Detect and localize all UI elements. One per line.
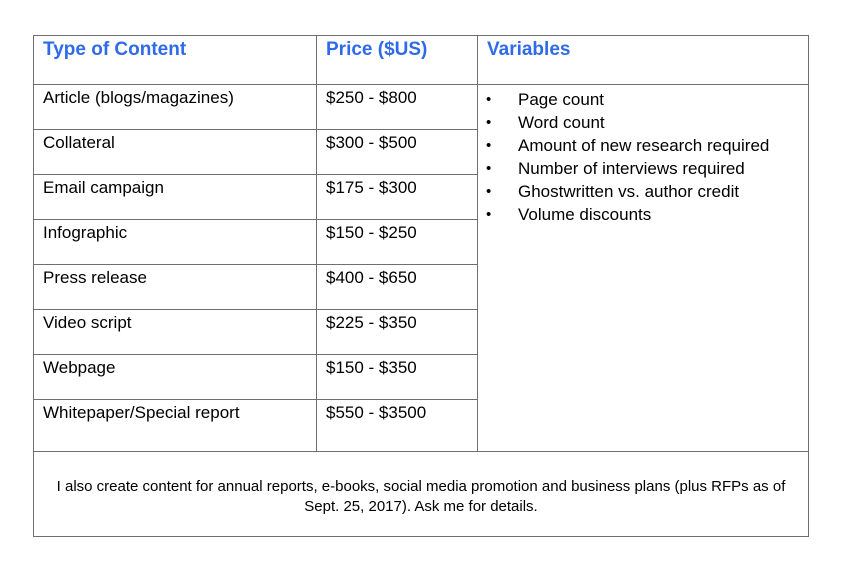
table-row	[34, 310, 478, 355]
bullet-icon: •	[486, 114, 492, 131]
variable-label: Ghostwritten vs. author credit	[518, 182, 740, 201]
footer-note: I also create content for annual reports, e-books, social media promotion and business plans (plus RFPs as of Sept. 25, 2017). Ask me for details.	[34, 451, 808, 536]
table-row	[34, 175, 478, 220]
list-item	[478, 134, 818, 157]
header-variables: Variables	[487, 39, 571, 60]
table-header-row	[34, 36, 808, 85]
variable-label: Page count	[518, 90, 605, 109]
list-item	[478, 180, 818, 203]
table-row	[34, 400, 478, 451]
table-row	[34, 265, 478, 310]
content-type-cell: Whitepaper/Special report	[34, 400, 317, 451]
table-row	[34, 130, 478, 175]
price-cell: $300 - $500	[317, 130, 478, 174]
bullet-icon: •	[486, 137, 492, 154]
price-cell: $550 - $3500	[317, 400, 478, 451]
price-cell: $225 - $350	[317, 310, 478, 354]
list-item	[478, 203, 818, 226]
content-type-cell: Video script	[34, 310, 317, 354]
content-type-cell: Article (blogs/magazines)	[34, 85, 317, 129]
variable-label: Volume discounts	[518, 205, 652, 224]
variable-label: Word count	[518, 113, 605, 132]
bullet-icon: •	[486, 183, 492, 200]
pricing-table	[33, 35, 809, 537]
bullet-icon: •	[486, 91, 492, 108]
content-type-cell: Press release	[34, 265, 317, 309]
table-row	[34, 85, 478, 130]
content-type-cell: Infographic	[34, 220, 317, 264]
header-price: Price ($US)	[317, 36, 478, 84]
table-row	[34, 355, 478, 400]
bullet-icon: •	[486, 206, 492, 223]
price-cell: $150 - $350	[317, 355, 478, 399]
variables-cell	[478, 85, 808, 451]
bullet-icon: •	[486, 160, 492, 177]
content-type-cell: Collateral	[34, 130, 317, 174]
list-item	[478, 111, 818, 134]
header-type-of-content: Type of Content	[34, 36, 317, 84]
variables-list	[478, 88, 808, 226]
list-item	[478, 157, 818, 180]
price-cell: $400 - $650	[317, 265, 478, 309]
list-item	[478, 88, 818, 111]
price-cell: $250 - $800	[317, 85, 478, 129]
variable-label: Number of interviews required	[518, 159, 745, 178]
content-type-cell: Webpage	[34, 355, 317, 399]
variable-label: Amount of new research required	[518, 136, 770, 155]
price-cell: $150 - $250	[317, 220, 478, 264]
content-type-cell: Email campaign	[34, 175, 317, 219]
price-cell: $175 - $300	[317, 175, 478, 219]
table-row	[34, 220, 478, 265]
